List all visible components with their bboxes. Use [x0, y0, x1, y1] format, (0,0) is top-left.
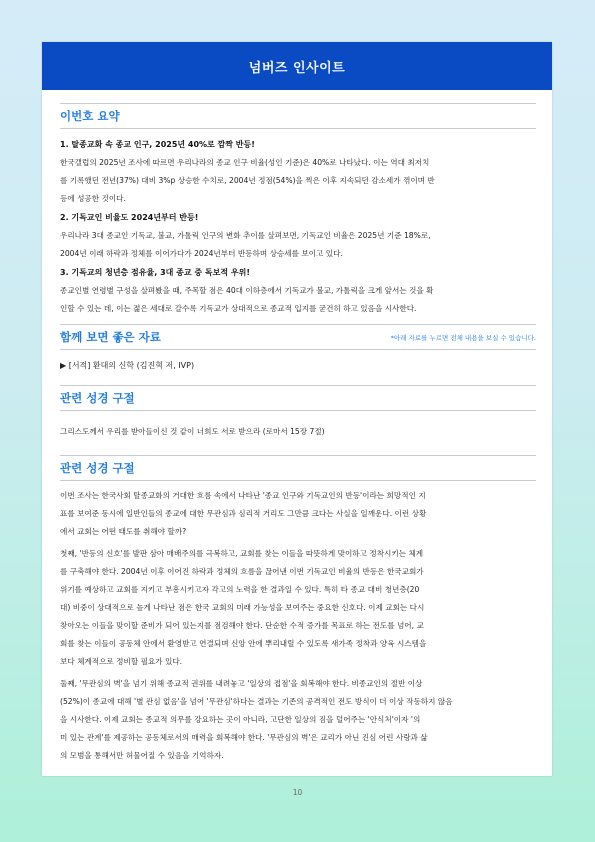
materials-note: *아래 자료를 누르면 전체 내용을 보실 수 있습니다.: [390, 333, 536, 342]
summary-item-1-title: 1. 탈종교화 속 종교 인구, 2025년 40%로 깜짝 반등!: [60, 140, 255, 149]
section-title-summary: 이번호 요약: [60, 109, 120, 123]
section-title-bible-verse: 관련 성경 구절: [60, 391, 135, 405]
page-title: 넘버즈 인사이트: [248, 60, 346, 76]
bible-verse-text: 그리스도께서 우리를 받아들이신 것 같이 너희도 서로 받으라 (로마서 15장 7절): [60, 427, 325, 436]
summary-item-2-title: 2. 기독교인 비율도 2024년부터 반등!: [60, 213, 199, 222]
summary-item-2-text: 우리나라 3대 종교인 기독교, 불교, 가톨릭 인구의 변화 추이를 살펴보면, 기독교인 비율은 2025년 기준 18%로, 2004년 이래 하락과 정체를 이어가다가 2024년부터 반등하며 상승세를 보이고 있다.: [60, 231, 431, 258]
reflection-paragraph-2: 첫째, '반등의 신호'를 발판 삼아 매배주의를 극복하고, 교회를 찾는 이들을 따뜻하게 맞이하고 정착시키는 체계 를 구축해야 한다. 2004년 이후 이어진 하락과 정체의 흐름을 끊어낸 이번 기독교인 비율의 반등은 한국교회가 위기를 예상하고 교회를 지키고 부흥시키고자 각고의 노력을 한 결과일 수 있다. 특히 타 종교 대비 청년층(20 대) 비중이 상대적으로 높게 나타난 점은 한국 교회의 미래 가능성을 보여주는 중요한 신호다. 이제 교회는 다시 찾아오는 이들을 맞이할 준비가 되어 있는지를 점검해야 한다. 단순한 수적 증가를 목표로 하는 전도를 넘어, 교 회를 찾는 이들이 공동체 안에서 환영받고 연결되며 신앙 안에 뿌리내릴 수 있도록 새가족 정착과 양육 시스템을 보다 체계적으로 정비할 필요가 있다.: [60, 549, 427, 666]
header-banner: [42, 42, 552, 90]
section-title-reflection: 관련 성경 구절: [60, 461, 135, 475]
section-header-reflection: [60, 455, 536, 481]
section-header-summary: [60, 103, 536, 129]
summary-item-1-text: 한국갤럽의 2025년 조사에 따르면 우리나라의 종교 인구 비율(성인 기준)은 40%로 나타났다. 이는 역대 최저치 를 기록했던 전년(37%) 대비 3%p 상승한 수치로, 2004년 정점(54%)을 찍은 이후 지속되던 감소세가 꺾이며 반 등에 성공한 것이다.: [60, 158, 435, 203]
section-title-materials: 함께 보면 좋은 자료: [60, 330, 161, 344]
summary-item-3-title: 3. 기독교의 청년층 점유율, 3대 종교 중 독보적 우위!: [60, 268, 250, 277]
section-header-materials: [60, 324, 536, 350]
content: [60, 103, 536, 765]
reflection-paragraph-3: 둘째, '무관심의 벽'을 넘기 위해 종교적 권위를 내려놓고 '일상의 접점'을 회복해야 한다. 비종교인의 절반 이상 (52%)이 종교에 대해 '별 관심 없음'을 넘어 '무관심'하다는 결과는 기존의 공격적인 전도 방식이 더 이상 작동하지 않음 을 시사한다. 이제 교회는 종교적 의무를 강요하는 곳이 아니라, 고단한 일상의 짐을 덜어주는 '안식처'이자 '의 미 있는 관계'를 제공하는 공동체로서의 매력을 회복해야 한다. '무관심의 벽'은 교리가 아닌 진심 어린 사랑과 삶 의 모범을 통해서만 허물어질 수 있음을 기억하자.: [60, 679, 453, 760]
summary-item-3-text: 종교인별 연령별 구성을 살펴봤을 때, 주목할 점은 40대 이하층에서 기독교가 불교, 가톨릭을 크게 앞서는 것을 확 인할 수 있는 데, 이는 젊은 세대로 갈수록 기독교가 상대적으로 종교적 입지를 굳건히 하고 있음을 시사한다.: [60, 286, 434, 313]
page-number: 10: [292, 788, 303, 797]
reflection-paragraph-1: 이번 조사는 한국사회 탈종교화의 거대한 흐름 속에서 나타난 '종교 인구와 기독교인의 반등'이라는 희망적인 지 표를 보여준 동시에 일반인들의 종교에 대한 무관심과 심리적 거리도 그만큼 크다는 사실을 일깨운다. 이런 상황 에서 교회는 어떤 태도를 취해야 할까?: [60, 491, 427, 536]
page-card: [42, 42, 552, 776]
materials-link-book[interactable]: ▶ [서적] 환대의 신학 (김진혁 저, IVP): [60, 361, 195, 370]
section-header-bible-verse: [60, 385, 536, 411]
